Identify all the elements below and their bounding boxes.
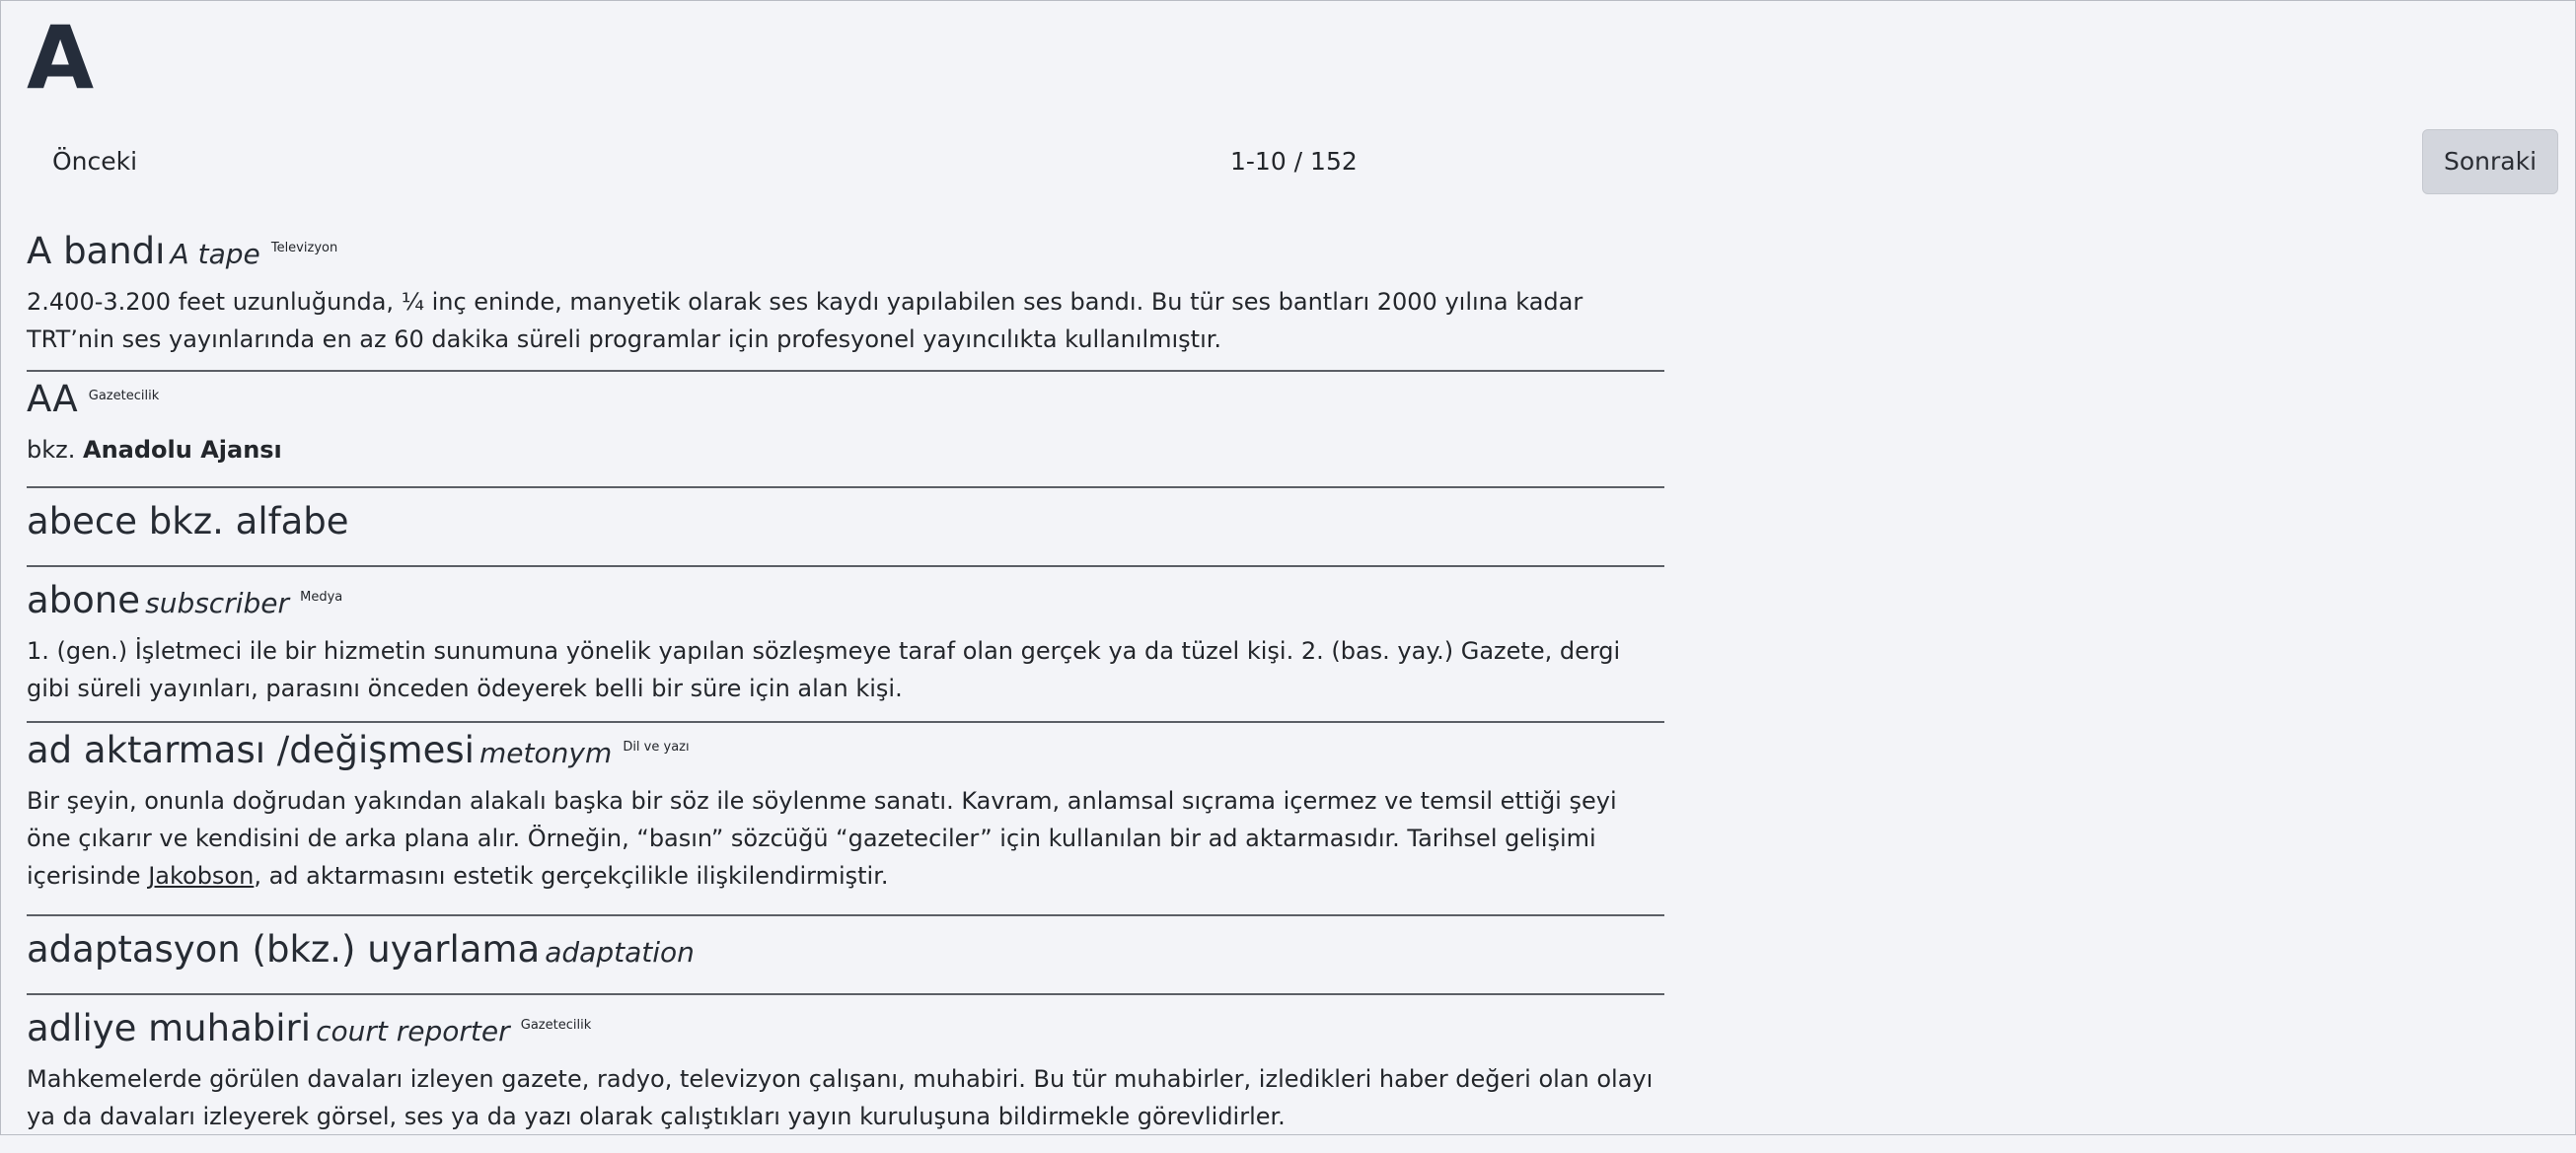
entry-term: adliye muhabiri [27, 1007, 312, 1049]
definition-prefix: bkz. [27, 436, 83, 465]
entry-english-term: subscriber [145, 587, 290, 619]
glossary-entry [27, 723, 1664, 916]
entry-definition: 2.400-3.200 feet uzunluğunda, ¼ inç eninde, manyetik olarak ses kaydı yapılabilen ses bandı. Bu tür ses bantları 2000 yılına kadar TRT’nin ses yayınlarında en az 60 dakika süreli programlar için profesyonel yayıncılıkta kullanılmıştır. [27, 288, 1583, 354]
entry-header [27, 723, 1664, 774]
pagination-bar [27, 129, 2552, 194]
entry-category: Dil ve yazı [623, 740, 690, 755]
entry-english-term: court reporter [316, 1015, 510, 1047]
previous-page-button[interactable]: Önceki [52, 147, 138, 176]
entry-english-term: A tape [170, 238, 260, 270]
entry-header [27, 916, 1664, 973]
next-page-button[interactable]: Sonraki [2422, 129, 2558, 194]
entry-definition: Mahkemelerde görülen davaları izleyen gazete, radyo, televizyon çalışanı, muhabiri. Bu tür muhabirler, izledikleri haber değeri olan olayı ya da davaları izleyerek görsel, ses ya da yazı olarak çalıştıkları yayın kuruluşuna bildirmekle görevlidirler. [27, 1065, 1654, 1131]
entry-header [27, 488, 1664, 545]
entry-header [27, 224, 1664, 275]
glossary-entry [27, 916, 1664, 995]
entry-definition [27, 782, 1664, 899]
entry-category: Gazetecilik [520, 1018, 592, 1033]
pagination-status: 1-10 / 152 [1230, 147, 1358, 176]
entry-term: ad aktarması /değişmesi [27, 729, 475, 771]
entry-category: Televizyon [270, 241, 338, 255]
definition-reference: Anadolu Ajansı [83, 436, 282, 465]
glossary-entry [27, 488, 1664, 567]
definition-text-end: , ad aktarmasını estetik gerçekçilikle ilişkilendirmiştir. [254, 862, 889, 891]
entry-definition: 1. (gen.) İşletmeci ile bir hizmetin sunumuna yönelik yapılan sözleşmeye taraf olan gerçek ya da tüzel kişi. 2. (bas. yay.) Gazete, dergi gibi süreli yayınları, parasını önceden ödeyerek belli bir süre için alan kişi. [27, 637, 1621, 703]
definition-link-jakobson[interactable]: Jakobson [148, 862, 255, 891]
glossary-entry [27, 567, 1664, 723]
entry-term: abone [27, 579, 141, 621]
entry-header [27, 995, 1664, 1052]
letter-heading: A [27, 7, 95, 108]
entry-definition [27, 431, 1664, 472]
entry-header [27, 567, 1664, 624]
entry-english-term: metonym [479, 737, 613, 769]
entry-term: A bandı [27, 230, 166, 272]
entry-term: AA [27, 378, 78, 420]
entry-header [27, 372, 1664, 423]
entry-term: adaptasyon (bkz.) uyarlama [27, 928, 541, 971]
glossary-entry [27, 224, 1664, 372]
glossary-entry [27, 372, 1664, 488]
entry-list [27, 224, 1664, 1153]
entry-english-term: adaptation [545, 936, 695, 969]
entry-category: Medya [300, 590, 343, 605]
definition-text: Bir şeyin, onunla doğrudan yakından alakalı başka bir söz ile söylenme sanatı. Kavram, anlamsal sıçrama içermez ve temsil ettiği şeyi öne çıkarır ve kendisini de arka plana alır. Örneğin, “basın” sözcüğü “gazeteciler” için kullanılan bir ad aktarmasıdır. Tarihsel gelişimi içerisinde [27, 787, 1617, 891]
glossary-entry [27, 995, 1664, 1153]
entry-category: Gazetecilik [88, 389, 160, 403]
entry-term: abece bkz. alfabe [27, 500, 349, 542]
